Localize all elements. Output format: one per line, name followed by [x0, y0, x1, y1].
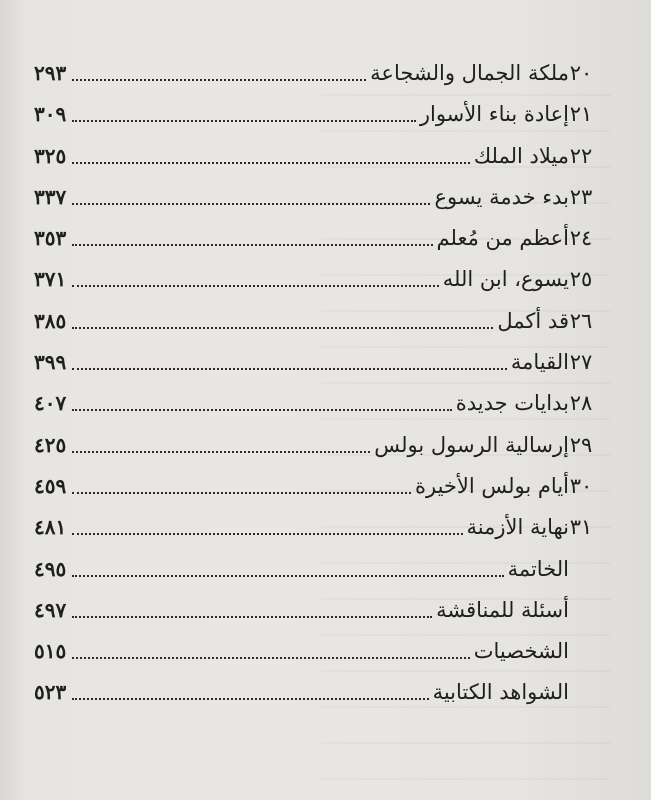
dot-leader	[72, 657, 470, 659]
toc-entry	[0, 219, 651, 260]
page-number: ٢٩٣	[34, 61, 67, 85]
page-number: ٤٩٧	[34, 597, 67, 622]
toc-entry-characters	[0, 632, 651, 673]
chapter-title: ملكة الجمال والشجاعة	[370, 61, 569, 85]
chapter-title: ميلاد الملك	[473, 143, 569, 168]
page-number: ٣٧١	[34, 267, 67, 292]
toc-entry	[0, 260, 651, 301]
entry-line	[34, 677, 569, 707]
entry-line	[34, 182, 569, 212]
page-number: ٤٥٩	[34, 473, 67, 498]
dot-leader	[72, 616, 432, 618]
toc-entry	[0, 137, 651, 178]
toc-entry	[0, 178, 651, 219]
page-number: ٤٨١	[34, 515, 67, 540]
chapter-title: بدء خدمة يسوع	[434, 184, 569, 209]
dot-leader	[72, 244, 432, 246]
page-number: ٤٢٥	[34, 432, 67, 457]
dot-leader	[72, 492, 411, 494]
entry-line	[34, 223, 569, 253]
chapter-number: ٢٥	[569, 267, 593, 292]
entry-line	[34, 264, 569, 294]
chapter-number: ٣١	[569, 515, 593, 540]
chapter-number: ٢٣	[569, 184, 593, 209]
dot-leader	[72, 203, 430, 205]
toc-entry	[0, 426, 651, 467]
toc-entry	[0, 343, 651, 384]
page-number: ٣٢٥	[34, 143, 67, 168]
chapter-title: الشواهد الكتابية	[432, 680, 569, 705]
chapter-number: ٢١	[569, 102, 593, 127]
chapter-title: القيامة	[510, 350, 569, 375]
dot-leader	[72, 327, 493, 329]
entry-line	[34, 595, 569, 625]
entry-line	[34, 636, 569, 666]
chapter-number: ٢٨	[569, 391, 593, 416]
page-number: ٤٠٧	[34, 391, 67, 416]
dot-leader	[72, 285, 439, 287]
entry-line	[34, 471, 569, 501]
dot-leader	[72, 409, 452, 411]
toc-entry-discussion-questions	[0, 591, 651, 632]
toc-entry	[0, 467, 651, 508]
dot-leader	[72, 162, 470, 164]
toc-entry	[0, 302, 651, 343]
toc-entry-scripture-references	[0, 673, 651, 714]
dot-leader	[72, 79, 366, 81]
page-number: ٤٩٥	[34, 556, 67, 581]
chapter-number: ٣٠	[569, 473, 593, 498]
chapter-title: أيام بولس الأخيرة	[414, 473, 569, 498]
chapter-title: الخاتمة	[507, 556, 569, 581]
chapter-number: ٢٦	[569, 308, 593, 333]
page-number: ٣٨٥	[34, 308, 67, 333]
chapter-title: الشخصيات	[473, 639, 569, 664]
chapter-number: ٢٤	[569, 226, 593, 251]
chapter-number: ٢٧	[569, 350, 593, 375]
entry-line	[34, 388, 569, 418]
chapter-title: بدايات جديدة	[455, 391, 569, 416]
chapter-title: يسوع، ابن الله	[442, 267, 569, 292]
chapter-title: إرسالية الرسول بولس	[374, 432, 569, 457]
chapter-title: قد أكمل	[497, 308, 569, 333]
dot-leader	[72, 368, 507, 370]
chapter-title: نهاية الأزمنة	[466, 515, 569, 540]
entry-line	[34, 141, 569, 171]
chapter-title: أعظم من مُعلم	[436, 226, 569, 251]
toc-entry	[0, 54, 651, 95]
toc-entry	[0, 95, 651, 136]
entry-line	[34, 347, 569, 377]
chapter-title: أسئلة للمناقشة	[436, 597, 569, 622]
dot-leader	[72, 533, 462, 535]
page-number: ٥٢٣	[34, 680, 67, 705]
toc-entry	[0, 508, 651, 549]
dot-leader	[72, 451, 370, 453]
page-number: ٣٥٣	[34, 226, 67, 251]
entry-line	[34, 306, 569, 336]
entry-line	[34, 99, 569, 129]
dot-leader	[72, 575, 503, 577]
dot-leader	[72, 698, 428, 700]
entry-line	[34, 58, 569, 88]
entry-line	[34, 512, 569, 542]
toc-entry	[0, 384, 651, 425]
dot-leader	[72, 120, 416, 122]
page-number: ٥١٥	[34, 639, 67, 664]
page-number: ٣٠٩	[34, 102, 67, 127]
page-number: ٣٣٧	[34, 184, 67, 209]
toc-entry-conclusion	[0, 550, 651, 591]
chapter-number: ٢٠	[569, 61, 593, 85]
page-number: ٣٩٩	[34, 350, 67, 375]
chapter-number: ٢٩	[569, 432, 593, 457]
chapter-title: إعادة بناء الأسوار	[419, 102, 569, 127]
entry-line	[34, 554, 569, 584]
chapter-number: ٢٢	[569, 143, 593, 168]
entry-line	[34, 430, 569, 460]
table-of-contents	[0, 54, 651, 715]
